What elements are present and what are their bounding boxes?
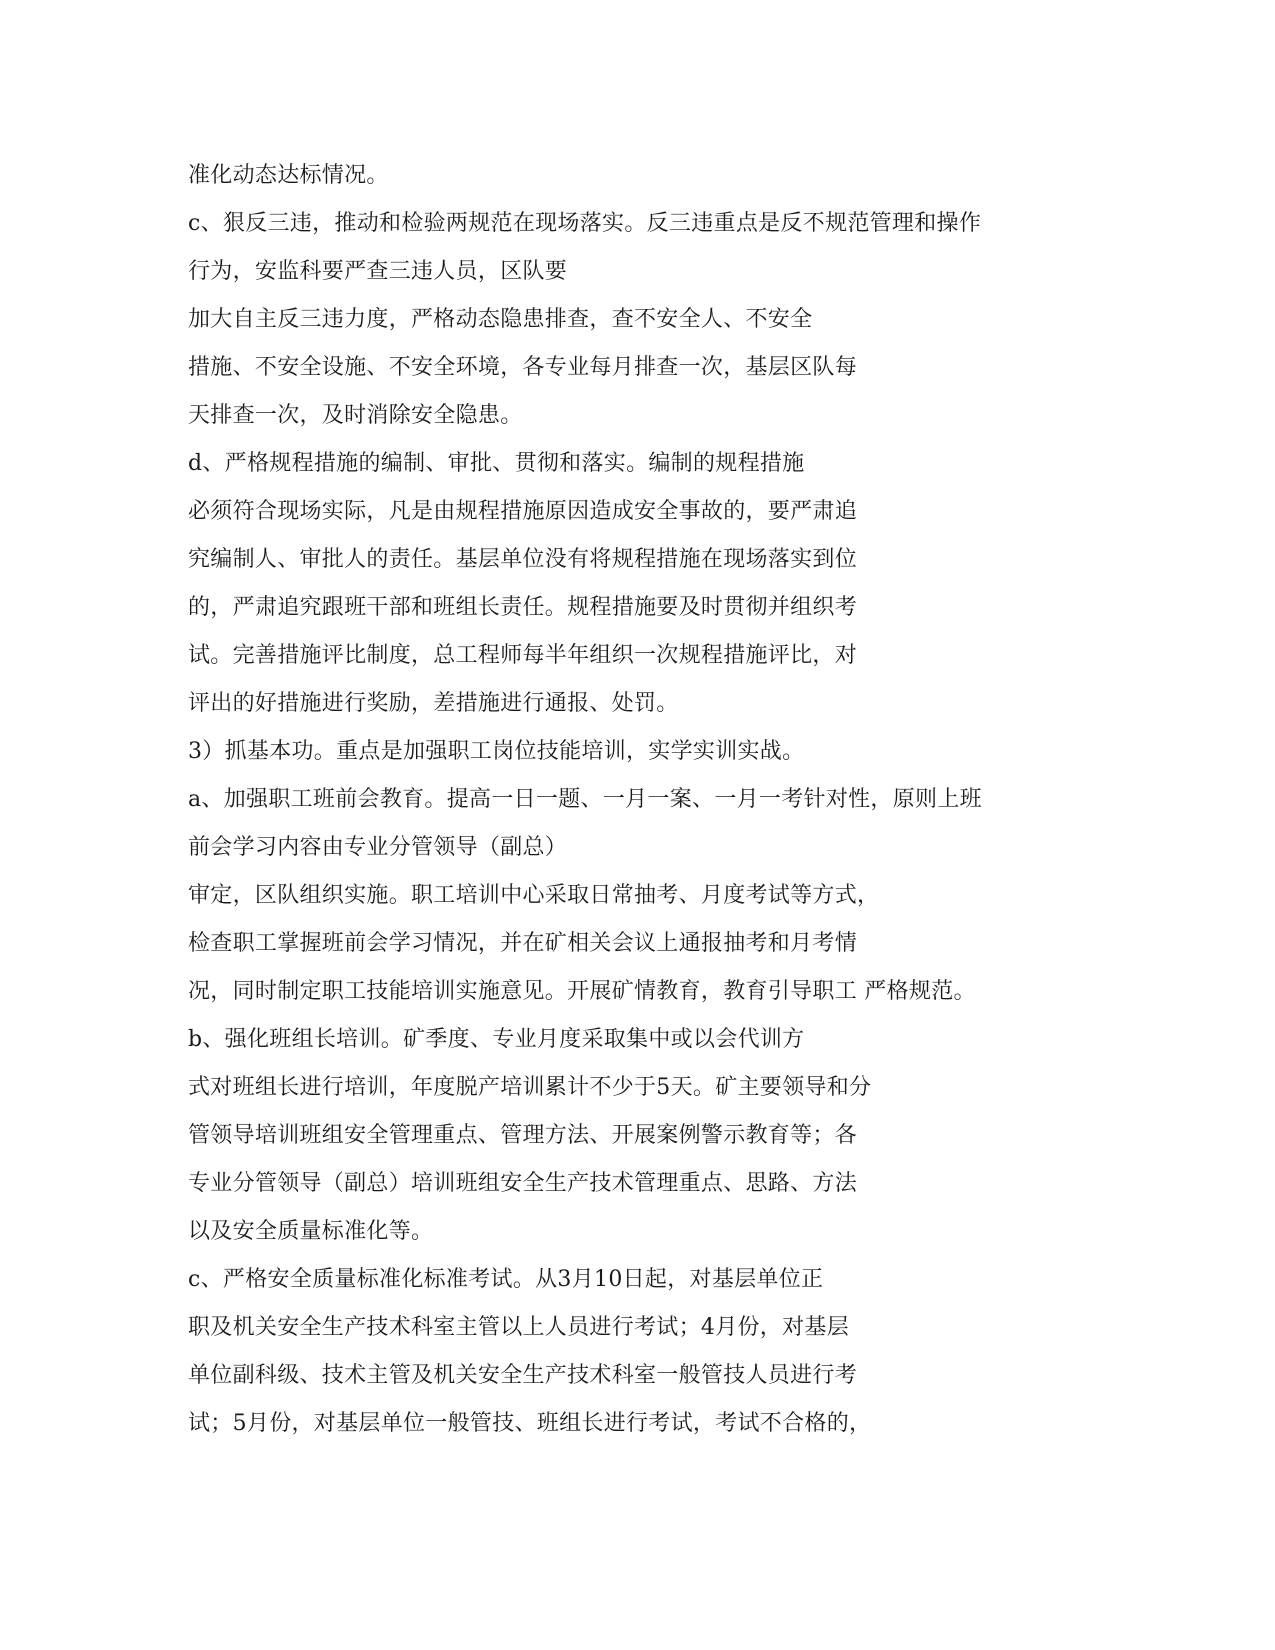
text-line: 加大自主反三违力度，严格动态隐患排查，查不安全人、不安全 bbox=[188, 307, 813, 332]
text-line: 单位副科级、技术主管及机关安全生产技术科室一般管技人员进行考 bbox=[188, 1363, 858, 1388]
text-line: 审定，区队组织实施。职工培训中心采取日常抽考、月度考试等方式， bbox=[188, 883, 880, 908]
text-line: 天排查一次，及时消除安全隐患。 bbox=[188, 403, 523, 428]
text-line: 检查职工掌握班前会学习情况，并在矿相关会议上通报抽考和月考情 bbox=[188, 931, 858, 956]
text-line: 专业分管领导（副总）培训班组安全生产技术管理重点、思路、方法 bbox=[188, 1171, 858, 1196]
text-line: c、严格安全质量标准化标准考试。从3月10日起，对基层单位正 bbox=[188, 1267, 824, 1292]
text-line: 行为，安监科要严查三违人员，区队要 bbox=[188, 259, 568, 284]
text-line: d、严格规程措施的编制、审批、贯彻和落实。编制的规程措施 bbox=[188, 451, 805, 476]
text-line: 3）抓基本功。重点是加强职工岗位技能培训，实学实训实战。 bbox=[188, 739, 805, 764]
text-line: 措施、不安全设施、不安全环境，各专业每月排查一次，基层区队每 bbox=[188, 355, 858, 380]
document-body bbox=[188, 152, 1088, 1448]
text-line: 管领导培训班组安全管理重点、管理方法、开展案例警示教育等；各 bbox=[188, 1123, 858, 1148]
text-line: 前会学习内容由专业分管领导（副总） bbox=[188, 835, 568, 860]
text-line: 的，严肃追究跟班干部和班组长责任。规程措施要及时贯彻并组织考 bbox=[188, 595, 858, 620]
text-line: c、狠反三违，推动和检验两规范在现场落实。反三违重点是反不规范管理和操作 bbox=[188, 211, 982, 236]
text-line: 准化动态达标情况。 bbox=[188, 163, 389, 188]
text-line: 以及安全质量标准化等。 bbox=[188, 1219, 434, 1244]
text-line: 评出的好措施进行奖励，差措施进行通报、处罚。 bbox=[188, 691, 679, 716]
text-line: 试；5月份，对基层单位一般管技、班组长进行考试，考试不合格的， bbox=[188, 1411, 872, 1436]
text-line: 必须符合现场实际，凡是由规程措施原因造成安全事故的，要严肃追 bbox=[188, 499, 858, 524]
text-line: 职及机关安全生产技术科室主管以上人员进行考试；4月份，对基层 bbox=[188, 1315, 849, 1340]
text-line: 况，同时制定职工技能培训实施意见。开展矿情教育，教育引导职工 严格规范。 bbox=[188, 979, 976, 1004]
text-line: 式对班组长进行培训，年度脱产培训累计不少于5天。矿主要领导和分 bbox=[188, 1075, 872, 1100]
text-line: 试。完善措施评比制度，总工程师每半年组织一次规程措施评比，对 bbox=[188, 643, 858, 668]
text-line: b、强化班组长培训。矿季度、专业月度采取集中或以会代训方 bbox=[188, 1027, 805, 1052]
text-line: 究编制人、审批人的责任。基层单位没有将规程措施在现场落实到位 bbox=[188, 547, 858, 572]
text-line: a、加强职工班前会教育。提高一日一题、一月一案、一月一考针对性，原则上班 bbox=[188, 787, 982, 812]
